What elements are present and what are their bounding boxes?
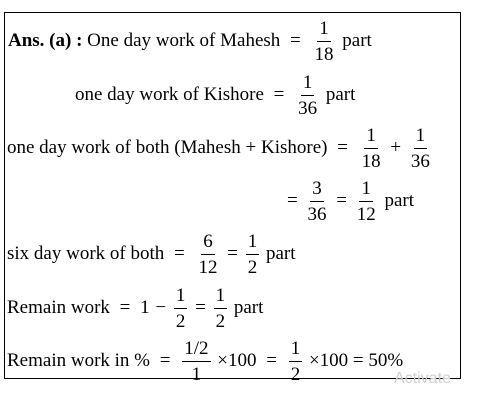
fraction — [296, 73, 319, 118]
denominator: 36 — [298, 98, 318, 119]
fraction — [355, 179, 378, 224]
denominator: 2 — [175, 311, 186, 332]
line-both-work — [7, 126, 434, 171]
numerator: 1 — [214, 286, 228, 309]
fraction — [313, 19, 336, 64]
result-text: ×100 = 50% — [308, 349, 404, 371]
denominator: 2 — [290, 364, 301, 385]
numerator: 1 — [301, 73, 315, 96]
denominator: 18 — [361, 151, 381, 172]
equals-sign: = — [174, 242, 185, 264]
fraction — [360, 126, 383, 171]
line-kishore-work — [75, 73, 355, 118]
unit-text: part — [325, 83, 356, 105]
denominator: 36 — [410, 151, 430, 172]
line-remain-work — [7, 286, 263, 331]
times-hundred: ×100 — [217, 349, 257, 371]
fraction — [409, 126, 432, 171]
remain-percent-text: Remain work in % — [7, 349, 151, 371]
equals-sign: = — [159, 349, 171, 371]
numerator: 3 — [310, 179, 324, 202]
equals-sign: = — [290, 29, 301, 51]
denominator: 2 — [247, 257, 258, 278]
fraction — [214, 286, 228, 331]
equals-sign: = — [227, 242, 238, 264]
fraction — [182, 339, 210, 384]
mahesh-work-text: One day work of Mahesh — [87, 29, 281, 51]
denominator: 12 — [356, 204, 376, 225]
unit-text: part — [384, 189, 414, 211]
unit-text: part — [342, 29, 372, 51]
fraction — [196, 232, 219, 277]
line-mahesh-work — [8, 19, 372, 64]
plus-sign: + — [390, 136, 402, 158]
kishore-work-text: one day work of Kishore — [75, 83, 264, 105]
equals-sign: = — [287, 189, 298, 211]
line-remain-percent — [7, 339, 403, 384]
equals-sign: = — [273, 83, 285, 105]
denominator: 1 — [191, 364, 202, 385]
numerator: 1 — [246, 232, 260, 255]
activate-watermark: Activate — [394, 370, 451, 387]
line-both-simplified — [286, 179, 414, 224]
numerator: 1 — [359, 179, 373, 202]
denominator: 12 — [198, 257, 218, 278]
remain-work-text: Remain work — [7, 296, 110, 318]
numerator: 1 — [289, 339, 303, 362]
fraction — [246, 232, 260, 277]
denominator: 18 — [314, 44, 334, 65]
numerator: 1/2 — [182, 339, 210, 362]
answer-box — [4, 12, 461, 385]
minus-sign: − — [155, 296, 167, 318]
numerator: 1 — [414, 126, 428, 149]
fraction — [174, 286, 188, 331]
numerator: 1 — [174, 286, 188, 309]
equals-sign: = — [337, 136, 348, 158]
numerator: 1 — [317, 19, 331, 42]
equals-sign: = — [336, 189, 347, 211]
equals-sign: = — [266, 349, 277, 371]
denominator: 36 — [307, 204, 327, 225]
one-value: 1 — [140, 296, 150, 318]
equals-sign: = — [195, 296, 206, 318]
six-day-work-text: six day work of both — [7, 242, 165, 264]
denominator: 2 — [215, 311, 226, 332]
equals-sign: = — [119, 296, 131, 318]
numerator: 6 — [201, 232, 215, 255]
numerator: 1 — [364, 126, 378, 149]
line-six-day-work — [7, 232, 296, 277]
fraction — [305, 179, 328, 224]
unit-text: part — [233, 296, 264, 318]
answer-label: Ans. (a) : — [8, 29, 83, 51]
both-work-text: one day work of both (Mahesh + Kishore) — [7, 136, 328, 158]
fraction — [289, 339, 303, 384]
unit-text: part — [265, 242, 296, 264]
